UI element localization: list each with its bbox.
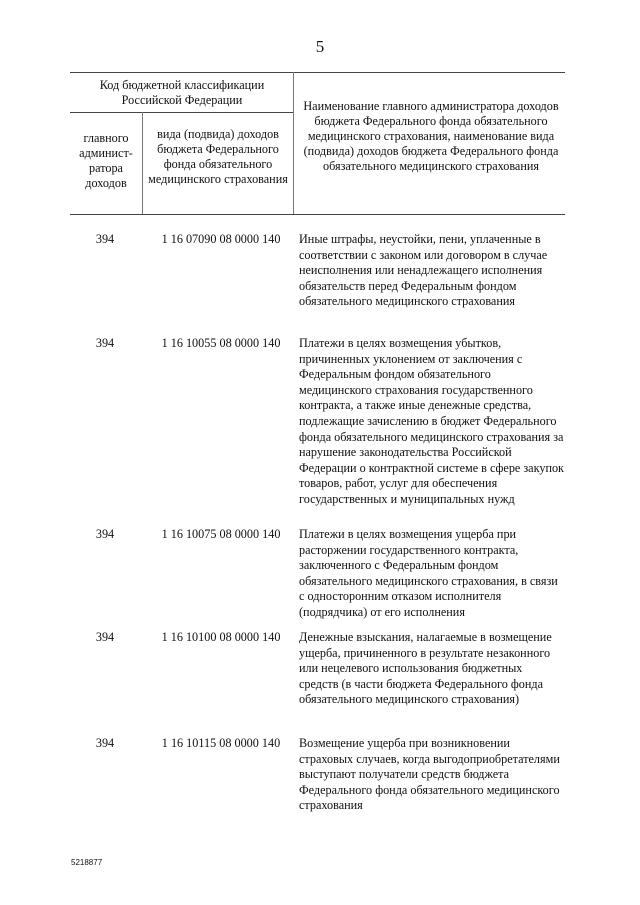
header-name: Наименование главного администратора доходов бюджета Федерального фонда обязательного медицинского страхования, наименование вида (подвида) доходов бюджета Федерального фонда обязательного медицинского страхования (303, 99, 559, 173)
cell-admin: 394 (95, 232, 115, 246)
group-header-rule (70, 112, 294, 113)
cell-name: Иные штрафы, неустойки, пени, уплаченные в соответствии с законом или договором в случае неисполнения или ненадлежащего исполнения обязательств перед Федеральным фондом обязательного медицинского страхования (299, 232, 548, 309)
cell-code: 1 16 10115 08 0000 140 (161, 736, 281, 750)
table-top-rule (70, 72, 565, 73)
column-divider-1 (142, 112, 143, 214)
cell-admin: 394 (95, 736, 115, 750)
column-divider-2 (293, 72, 294, 214)
cell-admin: 394 (95, 630, 115, 644)
document-id: 5218877 (71, 858, 103, 867)
table-header-bottom-rule (70, 214, 565, 215)
cell-name: Возмещение ущерба при возникновении страховых случаев, когда выгодоприобретателями выступают получатели средств бюджета Федерального фонда обязательного медицинского страхования (299, 736, 560, 813)
cell-name: Платежи в целях возмещения ущерба при расторжении государственного контракта, заключенного с Федеральным фондом обязательного медицинского страхования, в связи с односторонним отказом исполнителя (подрядчика) от его исполнения (299, 527, 558, 619)
header-group-label: Код бюджетной классификации Российской Федерации (99, 78, 265, 107)
cell-admin: 394 (95, 336, 115, 350)
cell-code: 1 16 10100 08 0000 140 (161, 630, 281, 644)
header-admin: главного админист-ратора доходов (79, 131, 133, 190)
cell-name: Денежные взыскания, налагаемые в возмещение ущерба, причиненного в результате незаконного или нецелевого использования бюджетных средств (в части бюджета Федерального фонда обязательного медицинского страхования) (299, 630, 552, 707)
cell-code: 1 16 10075 08 0000 140 (161, 527, 281, 541)
cell-code: 1 16 07090 08 0000 140 (161, 232, 281, 246)
page-number: 5 (315, 37, 325, 56)
cell-code: 1 16 10055 08 0000 140 (161, 336, 281, 350)
header-code: вида (подвида) доходов бюджета Федерального фонда обязательного медицинского страхования (148, 127, 288, 186)
cell-name: Платежи в целях возмещения убытков, причиненных уклонением от заключения с Федеральным фондом обязательного медицинского страхования государственного контракта, а также иные денежные средства, подлежащие зачислению в бюджет Федерального фонда обязательного медицинского страхования за нарушение законодательства Российской Федерации о контрактной системе в сфере закупок товаров, работ, услуг для обеспечения государственных и муниципальных нужд (299, 336, 564, 506)
cell-admin: 394 (95, 527, 115, 541)
